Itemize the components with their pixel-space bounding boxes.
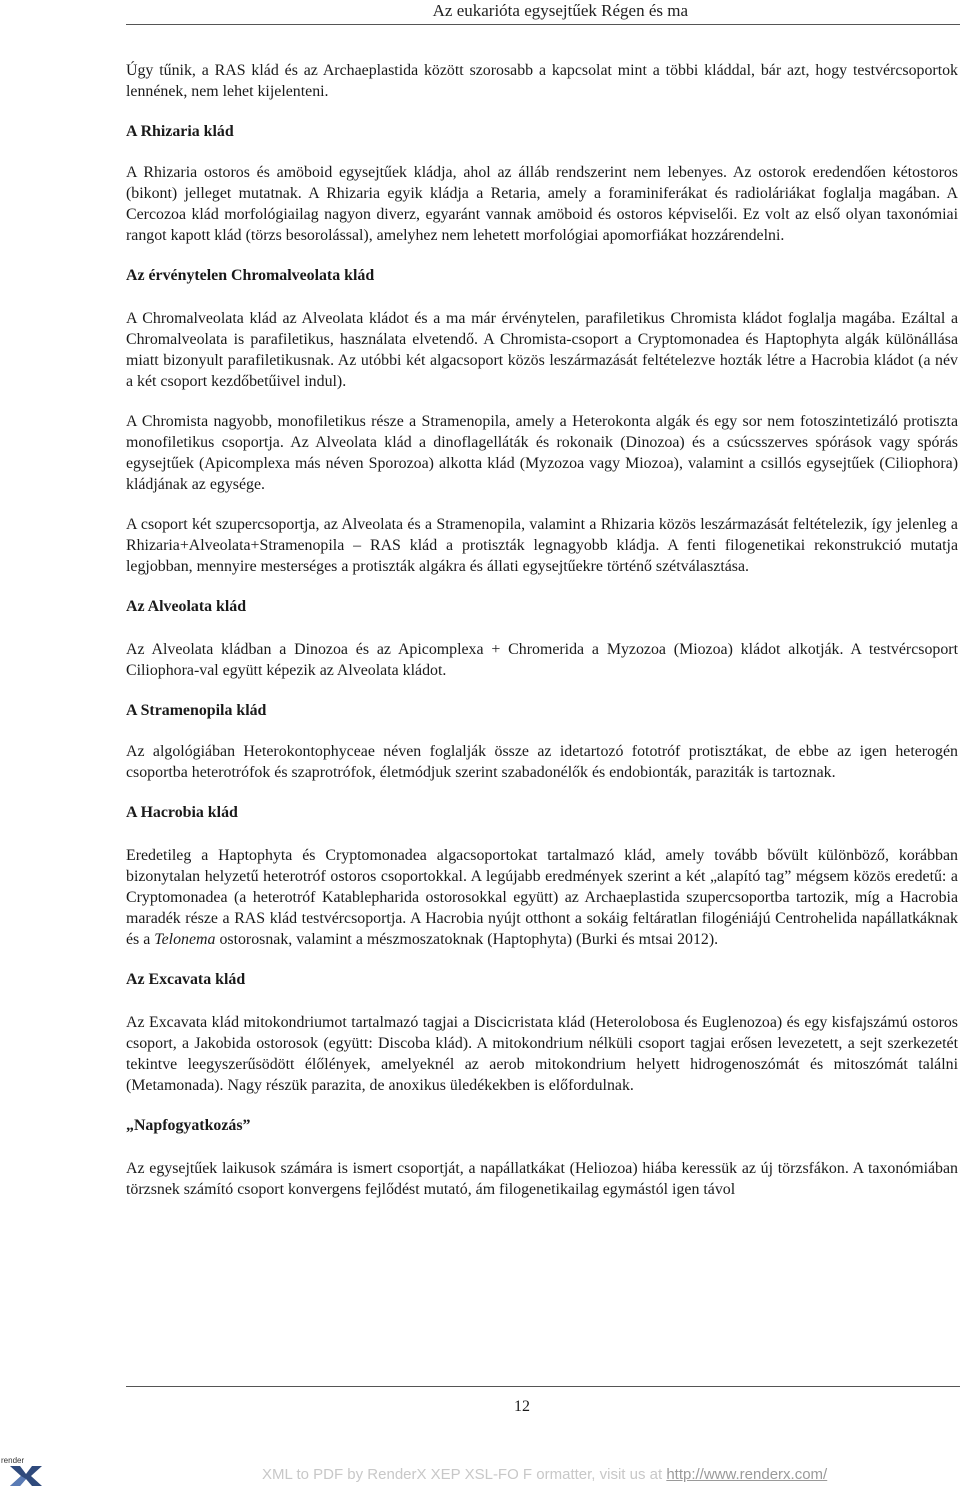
chromalveolata-paragraph-1: A Chromalveolata klád az Alveolata kládot és a ma már érvénytelen, parafiletikus Chromista kládot foglalja magába. Ezáltal a Chromalveolata is parafiletikus, használata elvetendő. A Chromista-csoport a Cryptomonadea és Haptophyta algák különállása miatt bizonyult parafiletikusnak. Az utóbbi két algacsoport közös leszármazását feltételezve hozták létre a Hacrobia kládot (a név a két csoport kezdőbetűivel indul). bbox=[126, 310, 958, 390]
excavata-paragraph: Az Excavata klád mitokondriumot tartalmazó tagjai a Discicristata klád (Heterolobosa és Euglenozoa) és egy kisfajszámú ostoros csoport, a Jakobida ostorosok (együtt: Discoba klád). A mitokondrium nélküli csoport tagjai erősen levezetett, a sejt szerkezetét tekintve leegyszerűsödött élőlények, amelyeknél az aerob mitokondrium helyett hidrogenoszómát és mitoszómát találni (Metamonada). Nagy részük parazita, de anoxikus üledékekben is előfordulnak. bbox=[126, 1014, 958, 1094]
page-number: 12 bbox=[514, 1398, 530, 1415]
rhizaria-paragraph bbox=[126, 162, 958, 246]
footer-rule bbox=[126, 1386, 960, 1387]
section-heading-chromalveolata: Az érvénytelen Chromalveolata klád bbox=[126, 267, 375, 284]
renderx-logo bbox=[0, 1454, 44, 1486]
section-heading-napfogyatkozas: „Napfogyatkozás” bbox=[126, 1117, 251, 1134]
hacrobia-paragraph bbox=[126, 845, 958, 950]
hacrobia-text-1: Eredetileg a Haptophyta és Cryptomonadea algacsoportokat tartalmazó klád, amely tovább bővült különböző, korábban bizonytalan helyzetű heterotróf ostoros csoportokkal. A legújabb eredmények szerint a két „alapító tag” mégsem közös eredetű: a Cryptomonadea (a heterotróf Katablepharida ostorosokkal együtt) az Archaeplastida szupercsoportba tartozik, míg a Hacrobia maradék része a RAS klád testvércsoportja. A Hacrobia nyújt otthont a sokáig feltáratlan filogéniájú Centrohelida napállatkáknak és a bbox=[126, 847, 958, 948]
section-heading-hacrobia: A Hacrobia klád bbox=[126, 804, 238, 821]
intro-paragraph: Úgy tűnik, a RAS klád és az Archaeplastida között szorosabb a kapcsolat mint a többi kláddal, bár azt, hogy testvércsoportok lennének, nem lehet kijelenteni. bbox=[126, 62, 958, 100]
renderx-logo-text: render bbox=[1, 1456, 25, 1465]
renderx-x-icon bbox=[0, 1454, 44, 1486]
rhizaria-text-2: Ez volt az első olyan taxonómiai rangot kapott klád (törzs besorolással), amelyhez nem lehetett morfológiai apomorfiákat hozzárendelni. bbox=[126, 206, 959, 244]
section-heading-alveolata: Az Alveolata klád bbox=[126, 598, 247, 615]
section-heading-stramenopila: A Stramenopila klád bbox=[126, 702, 267, 719]
chromalveolata-paragraph-2: A Chromista nagyobb, monofiletikus része a Stramenopila, amely a Heterokonta algák és egy sor nem fotoszintetizáló protiszta monofiletikus csoportja. Az Alveolata klád a dinoflagelláták és rokonaik (Dinozoa) és a csúcsszerves spórások vagy spórás egysejtűek (Apicomplexa más néven Sporozoa) alkotta klád (Myzozoa vagy Miozoa), valamint a csillós egysejtűek (Ciliophora) kládjának az egysége. bbox=[126, 413, 958, 493]
chromalveolata-paragraph-3: A csoport két szupercsoportja, az Alveolata és a Stramenopila, valamint a Rhizaria közös leszármazását feltételezik, így jelenleg a Rhizaria+Alveolata+Stramenopila – RAS klád a protiszták legnagyobb kládja. A fenti filogenetikai rekonstrukció mutatja legjobban, mennyire mesterséges a protiszták algákra és állati egysejtűekre történő szétválasztása. bbox=[126, 516, 958, 575]
stramenopila-paragraph: Az algológiában Heterokontophyceae néven foglalják össze az idetartozó fototróf protisztákat, de ebbe az igen heterogén csoportba heterotrófok és szaprotrófok, életmódjuk szerint szabadonélők és endobionták, paraziták is tartoznak. bbox=[126, 743, 958, 781]
watermark bbox=[262, 1466, 827, 1484]
document-body bbox=[126, 60, 958, 1208]
section-heading-rhizaria: A Rhizaria klád bbox=[126, 123, 234, 140]
watermark-link[interactable]: http://www.renderx.com/ bbox=[666, 1466, 828, 1483]
napfogyatkozas-paragraph: Az egysejtűek laikusok számára is ismert csoportját, a napállatkákat (Heliozoa) hiába keressük az új törzsfákon. A taxonómiában törzsnek számító csoport konvergens fejlődést mutató, ám filogenetikailag egymástól igen távol bbox=[126, 1160, 958, 1198]
rhizaria-text-1: A Rhizaria ostoros és amöboid egysejtűek kládja, ahol az álláb rendszerint nem lebenyes. Az ostorok eredendően kétostoros (bikont) jelleget mutatnak. A Rhizaria egyik kládja a Retaria, amely a foraminiferákat és radioláriákat foglalja magában. A Cercozoa klád morfológiailag nagyon diverz, egyaránt vannak amöboid és ostoros képviselői. bbox=[126, 164, 958, 223]
section-heading-excavata: Az Excavata klád bbox=[126, 971, 246, 988]
running-header: Az eukarióta egysejtűek Régen és ma bbox=[432, 1, 688, 20]
hacrobia-text-2: ostorosnak, valamint a mészmoszatoknak (Haptophyta) (Burki és mtsai 2012). bbox=[215, 931, 719, 948]
header-rule bbox=[126, 24, 960, 25]
telonema-italic: Telonema bbox=[154, 931, 216, 948]
alveolata-paragraph: Az Alveolata kládban a Dinozoa és az Apicomplexa + Chromerida a Myzozoa (Miozoa) kládot alkotják. A testvércsoport Ciliophora-val együtt képezik az Alveolata kládot. bbox=[126, 641, 958, 679]
watermark-text: XML to PDF by RenderX XEP XSL-FO F ormatter, visit us at bbox=[262, 1466, 667, 1483]
